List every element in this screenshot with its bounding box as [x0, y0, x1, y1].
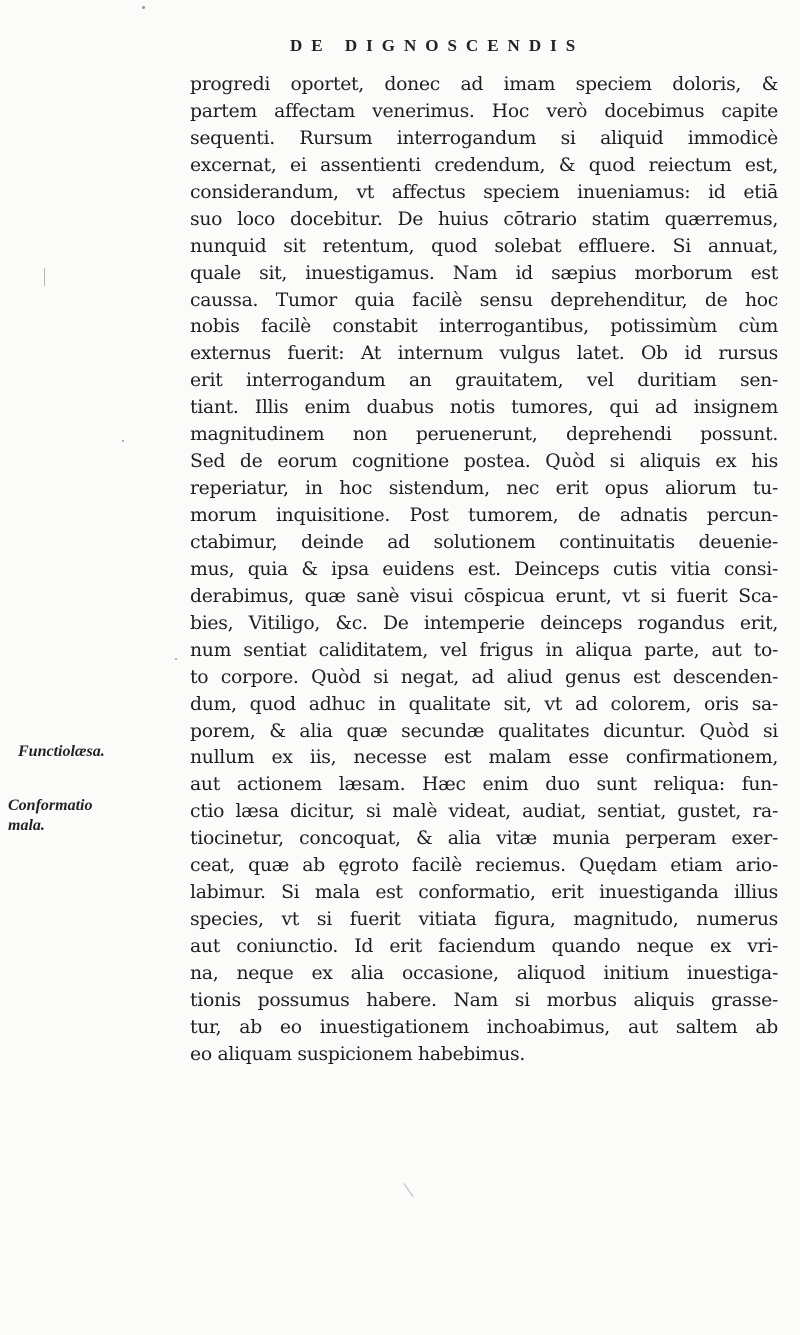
text-line: aut coniunctio. Id erit faciendum quando neque ex vri- [190, 936, 778, 957]
text-line: species, vt si fuerit vitiata figura, magnitudo, numerus [190, 909, 778, 931]
text-line: Sed de eorum cognitione postea. Quòd si aliquis ex his [190, 451, 778, 473]
text-line: ctio læsa dicitur, si malè videat, audiat, sentiat, gustet, ra- [190, 801, 778, 823]
margin-note-conformatio-mala [8, 796, 92, 836]
text-line: suo loco docebitur. De huius cōtrario statim quærremus, [190, 208, 778, 230]
text-line: tiant. Illis enim duabus notis tumores, qui ad insignem [190, 397, 778, 419]
paper-speck [175, 658, 177, 660]
text-line: progredi oportet, donec ad imam speciem doloris, & [190, 74, 778, 95]
text-line: dum, quod adhuc in qualitate sit, vt ad colorem, oris sa- [190, 693, 778, 715]
text-line: nobis facilè constabit interrogantibus, potissimùm cùm [190, 316, 778, 338]
text-line: quale sit, inuestigamus. Nam id sæpius morborum est [190, 262, 778, 284]
text-line: reperiatur, in hoc sistendum, nec erit opus aliorum tu- [190, 478, 778, 500]
text-line: partem affectam venerimus. Hoc verò docebimus capite [190, 100, 778, 122]
text-line: considerandum, vt affectus speciem inueniamus: id etiā [190, 181, 778, 203]
text-line: aut actionem læsam. Hæc enim duo sunt reliqua: fun- [190, 774, 778, 796]
margin-note-functio-laesa [18, 742, 105, 762]
paper-mark [404, 1183, 414, 1197]
text-line: bies, Vitiligo, &c. De intemperie deinceps rogandus erit, [190, 612, 778, 634]
text-line: nullum ex iis, necesse est malam esse confirmationem, [190, 747, 778, 769]
text-line: excernat, ei assentienti credendum, & quod reiectum est, [190, 154, 778, 176]
text-line: labimur. Si mala est conformatio, erit inuestiganda illius [190, 882, 778, 904]
text-line: to corpore. Quòd si negat, ad aliud genus est descenden- [190, 666, 778, 688]
text-line: tur, ab eo inuestigationem inchoabimus, aut saltem ab [190, 1016, 778, 1038]
margin-note-text: mala. [8, 817, 45, 834]
text-line: num sentiat caliditatem, vel frigus in aliqua parte, aut to- [190, 639, 778, 661]
text-line: externus fuerit: At internum vulgus latet. Ob id rursus [190, 343, 778, 365]
body-text [190, 72, 778, 1069]
text-line: nunquid sit retentum, quod solebat effluere. Si annuat, [190, 235, 778, 257]
text-line: derabimus, quæ sanè visui cōspicua erunt, vt si fuerit Sca- [190, 585, 778, 607]
running-head: DE DIGNOSCENDIS [290, 36, 585, 55]
text-line: tiocinetur, concoquat, & alia vitæ munia perperam exer- [190, 828, 778, 850]
text-line: porem, & alia quæ secundæ qualitates dicuntur. Quòd si [190, 720, 778, 742]
text-line: caussa. Tumor quia facilè sensu deprehenditur, de hoc [190, 289, 778, 311]
paper-speck [142, 6, 145, 9]
text-line: erit interrogandum an grauitatem, vel duritiam sen- [190, 370, 778, 392]
text-line: ctabimur, deinde ad solutionem continuitatis deuenie- [190, 531, 778, 553]
text-line: sequenti. Rursum interrogandum si aliquid immodicè [190, 127, 778, 149]
text-line-last: eo aliquam suspicionem habebimus. [190, 1043, 525, 1065]
text-line: tionis possumus habere. Nam si morbus aliquis grasse- [190, 989, 778, 1011]
text-line: na, neque ex alia occasione, aliquod initium inuestiga- [190, 962, 778, 984]
margin-note-text: Conformatio [8, 797, 93, 814]
text-line: ceat, quæ ab ęgroto facilè reciemus. Quędam etiam ario- [190, 855, 778, 877]
paper-speck [122, 440, 124, 442]
margin-note-text: Functiolæsa. [18, 743, 105, 760]
paper-mark [44, 268, 45, 286]
text-line: magnitudinem non peruenerunt, deprehendi possunt. [190, 424, 778, 446]
text-line: morum inquisitione. Post tumorem, de adnatis percun- [190, 505, 778, 526]
text-line: mus, quia & ipsa euidens est. Deinceps cutis vitia consi- [190, 558, 778, 580]
